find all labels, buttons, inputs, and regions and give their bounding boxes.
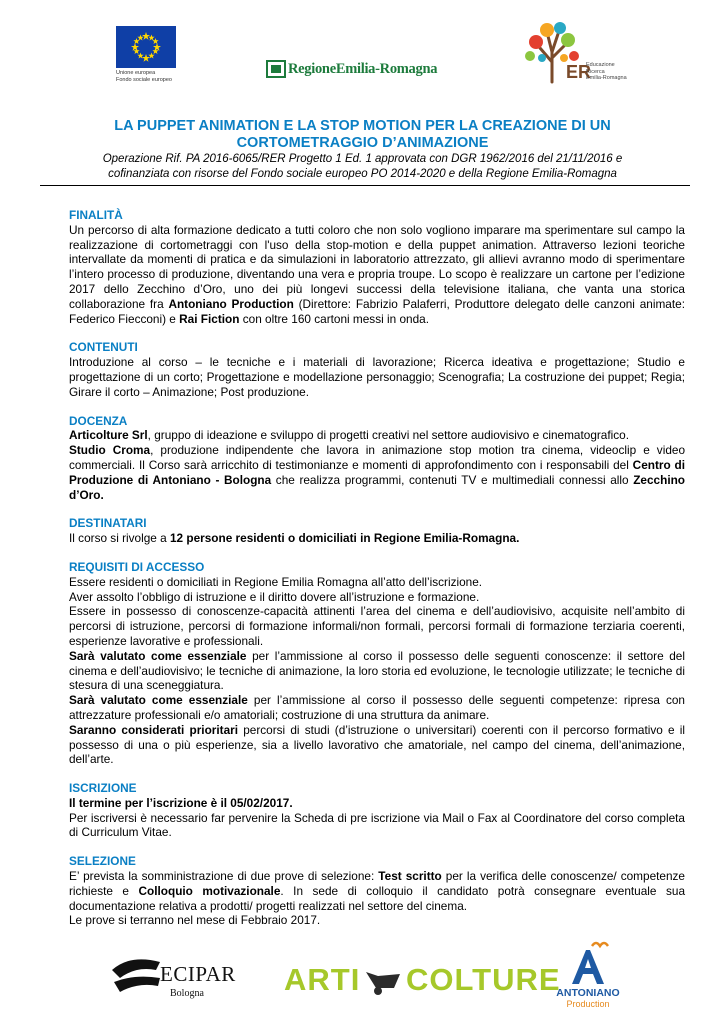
requisiti-paragraph-6: Saranno considerati prioritari percorsi di studi (d’istruzione o universitari) coerenti con il percorso formativo e il possesso di una o più esperienze, sia a livello lavorativo che amatoriale, nel campo del cinema, dell’animazione, dell’arte. xyxy=(69,722,686,767)
eu-caption-line2: Fondo sociale europeo xyxy=(116,77,172,83)
requisiti-paragraph-3: Essere in possesso di conoscenze-capacità attinenti l’area del cinema e dell’audiovisivo, acquisite nell’ambito di percorsi di istruzione, percorsi di formazione informali/non formali, percorsi formali di formazione terziaria coerenti, esperienze lavorative e professionali. xyxy=(69,604,685,648)
section-heading: REQUISITI DI ACCESSO xyxy=(69,559,205,574)
antoniano-logo-text: ANTONIANO xyxy=(556,987,620,999)
ecipar-logo xyxy=(110,948,240,1006)
antoniano-logo xyxy=(546,940,630,1012)
eu-logo xyxy=(112,26,180,84)
section-heading: DESTINATARI xyxy=(69,516,147,531)
rer-logo-text: RegioneEmilia-Romagna xyxy=(288,61,438,77)
document-title xyxy=(40,118,685,152)
eu-caption xyxy=(116,70,180,84)
er-caption-line2: Ricerca xyxy=(586,68,605,75)
subtitle-line2: cofinanziata con risorse del Fondo sociale europeo PO 2014-2020 e della Regione Emilia-Romagna xyxy=(108,168,617,180)
section-docenza xyxy=(69,414,685,503)
selezione-paragraph-2: Le prove si terranno nel mese di Febbraio 2017. xyxy=(69,913,321,928)
requisiti-paragraph-2: Aver assolto l’obbligo di istruzione e il diritto dovere all’istruzione e formazione. xyxy=(69,589,480,604)
document-subtitle xyxy=(40,152,685,182)
iscrizione-paragraph: Per iscriversi è necessario far pervenire la Scheda di pre iscrizione via Mail o Fax al Coordinatore del corso completa di Curriculum Vitae. xyxy=(69,810,685,840)
ecipar-logo-text: ECIPAR xyxy=(160,962,236,986)
antoniano-emblem-icon xyxy=(566,940,610,986)
wheelbarrow-icon xyxy=(364,966,404,996)
requisiti-paragraph-4: Sarà valutato come essenziale per l’ammissione al corso il possesso delle seguenti conoscenze: il settore del cinema e dell’audiovisivo; le tecniche di animazione, la loro storia ed evoluzione, le tecnologie utilizzate; le tecniche di stesura di una sceneggiatura. xyxy=(69,648,685,693)
docenza-paragraph-1: Articolture Srl, gruppo di ideazione e sviluppo di progetti creativi nel settore audiovisivo e cinematografico. xyxy=(69,428,629,443)
document-body xyxy=(69,208,685,942)
eu-flag-icon xyxy=(116,26,176,68)
er-caption-line1: Educazione xyxy=(586,62,615,68)
er-caption-line3: Emilia-Romagna xyxy=(586,75,627,81)
section-heading: CONTENUTI xyxy=(69,340,138,355)
section-finalita xyxy=(69,208,685,326)
section-heading: SELEZIONE xyxy=(69,854,136,869)
section-contenuti xyxy=(69,340,685,399)
section-selezione xyxy=(69,854,685,928)
title-line2: CORTOMETRAGGIO D’ANIMAZIONE xyxy=(236,135,489,151)
eu-caption-line1: Unione europea xyxy=(116,70,156,76)
section-heading: DOCENZA xyxy=(69,413,128,428)
docenza-paragraph-2: Studio Croma, produzione indipendente che lavora in animazione stop motion tra cinema, videoclip e video commerciali. Il Corso sarà arricchito di testimonianze e momenti di approfondimento con i responsabili del Centro di Produzione di Antoniano - Bologna che realizza programmi, contenuti TV e multimediali connessi allo Zecchino d’Oro. xyxy=(69,443,686,502)
antoniano-logo-subtext: Production xyxy=(566,999,610,1009)
section-heading: ISCRIZIONE xyxy=(69,781,137,796)
section-iscrizione xyxy=(69,781,685,840)
er-caption xyxy=(586,62,627,82)
requisiti-paragraph-1: Essere residenti o domiciliati in Regione Emilia Romagna all’atto dell’iscrizione. xyxy=(69,574,483,589)
header-divider xyxy=(40,185,690,186)
ecipar-emblem-icon xyxy=(110,952,166,1002)
title-line1: LA PUPPET ANIMATION E LA STOP MOTION PER LA CREAZIONE DI UN xyxy=(114,118,611,134)
selezione-paragraph-1: E’ prevista la somministrazione di due prove di selezione: Test scritto per la verifica delle conoscenze/ competenze richieste e Colloquio motivazionale. In sede di colloquio il candidato potrà consegnare eventuale sua documentazione relativa a prodotti/ progetti realizzati nel settore del cinema. xyxy=(69,869,685,913)
iscrizione-deadline: Il termine per l’iscrizione è il 05/02/2017. xyxy=(69,795,293,810)
regione-emilia-romagna-logo xyxy=(266,58,442,80)
destinatari-paragraph: Il corso si rivolge a 12 persone residenti o domiciliati in Regione Emilia-Romagna. xyxy=(69,531,520,546)
subtitle-line1: Operazione Rif. PA 2016-6065/RER Progetto 1 Ed. 1 approvata con DGR 1962/2016 del 21/11/2016 e xyxy=(102,153,623,165)
er-education-logo xyxy=(520,18,630,84)
requisiti-paragraph-5: Sarà valutato come essenziale per l’ammissione al corso il possesso delle seguenti competenze: ripresa con attrezzature professionali e/o amatoriali; costruzione di una struttura da animare. xyxy=(69,693,685,722)
er-letters: ER xyxy=(566,62,592,82)
section-requisiti xyxy=(69,560,685,767)
section-destinatari xyxy=(69,516,685,546)
articolture-left-text: ARTI xyxy=(284,962,361,997)
finalita-paragraph: Un percorso di alta formazione dedicato a tutti coloro che non solo vogliono imparare ma sperimentare sul campo la realizzazione di cortometraggi con l'uso della stop-motion e della puppet animation. Attraverso lezioni teoriche intervallate da momenti di pratica e da simulazioni in laboratorio attrezzato, gli allievi avranno modo di sperimentare l’intero processo di produzione, diventando una vera e propria troupe. Lo scopo è realizzare un cartone per l’edizione 2017 dello Zecchino d’Oro, uno dei più longevi successi della televisione italiana, che vanta una storica collaborazione fra Antoniano Production (Direttore: Fabrizio Palaferri, Produttore delegato delle canzoni animate: Federico Fiecconi) e Rai Fiction con oltre 160 cartoni messi in onda. xyxy=(69,222,685,326)
contenuti-paragraph: Introduzione al corso – le tecniche e i materiali di lavorazione; Ricerca ideativa e progettazione; Studio e progettazione di un corto; Progettazione e modellazione personaggio; Scenografia; La costruzione dei puppet; Regia; Girare il corto – Animazione; Post produzione. xyxy=(69,355,685,399)
articolture-logo xyxy=(284,962,561,998)
section-heading: FINALITÀ xyxy=(69,208,123,222)
articolture-right-text: COLTURE xyxy=(406,962,561,997)
rer-emblem-icon xyxy=(266,59,286,79)
ecipar-logo-subtext: Bologna xyxy=(170,988,204,999)
